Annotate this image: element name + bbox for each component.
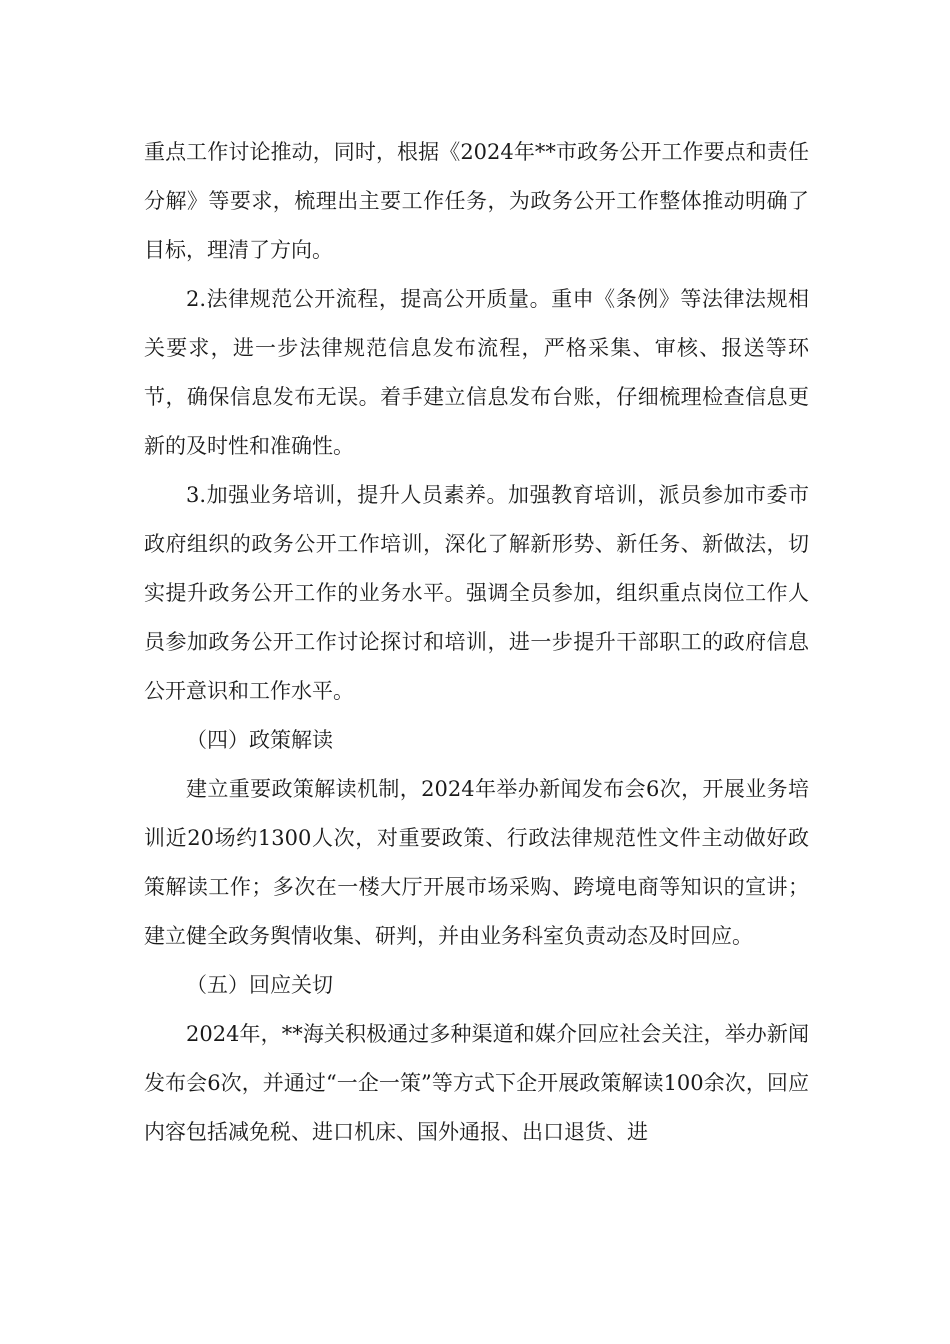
paragraph-item-2: 2.法律规范公开流程，提高公开质量。重申《条例》等法律法规相关要求，进一步法律规范信息发布流程，严格采集、审核、报送等环节，确保信息发布无误。着手建立信息发布台账，仔细梳理检查信息更新的及时性和准确性。 <box>144 287 809 458</box>
paragraph-respond-concerns: 2024年，**海关积极通过多种渠道和媒介回应社会关注，举办新闻发布会6次，并通过“一企一策”等方式下企开展政策解读100余次，回应内容包括减免税、进口机床、国外通报、出口退货、进 <box>144 1022 809 1144</box>
paragraph-item-3: 3.加强业务培训，提升人员素养。加强教育培训，派员参加市委市政府组织的政务公开工作培训，深化了解新形势、新任务、新做法，切实提升政务公开工作的业务水平。强调全员参加，组织重点岗位工作人员参加政务公开工作讨论探讨和培训，进一步提升干部职工的政府信息公开意识和工作水平。 <box>144 483 809 703</box>
paragraph-continuation: 重点工作讨论推动，同时，根据《2024年**市政务公开工作要点和责任分解》等要求，梳理出主要工作任务，为政务公开工作整体推动明确了目标，理清了方向。 <box>144 140 809 262</box>
section-heading-policy-interpretation: （四）政策解读 <box>186 728 333 752</box>
document-body <box>144 128 809 1157</box>
paragraph-policy-interpretation: 建立重要政策解读机制，2024年举办新闻发布会6次，开展业务培训近20场约1300人次，对重要政策、行政法律规范性文件主动做好政策解读工作；多次在一楼大厅开展市场采购、跨境电商等知识的宣讲；建立健全政务舆情收集、研判，并由业务科室负责动态及时回应。 <box>144 777 809 948</box>
section-heading-respond-concerns: （五）回应关切 <box>186 973 333 997</box>
